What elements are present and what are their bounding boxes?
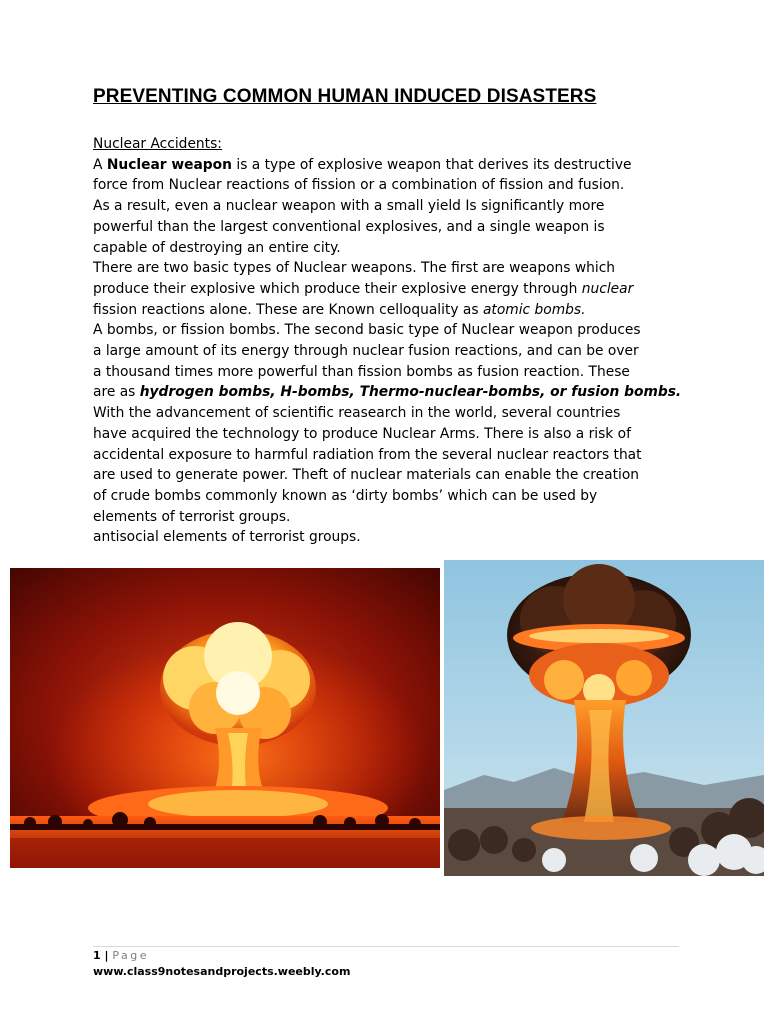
text-span: is a type of explosive weapon that derives its destructive (231, 156, 632, 173)
mushroom-cloud-photo (444, 560, 764, 876)
text-line (93, 279, 693, 300)
article-body (93, 134, 693, 548)
text-line: elements of terrorist groups. (93, 508, 291, 525)
text-span: A (93, 156, 107, 173)
text-line: powerful than the largest conventional explosives, and a single weapon is (93, 218, 605, 235)
text-span: produce their explosive which produce their explosive energy through (93, 280, 582, 297)
text-line: capable of destroying an entire city. (93, 239, 341, 256)
text-line: accidental exposure to harmful radiation from the several nuclear reactors that (93, 446, 642, 463)
text-line (93, 300, 693, 321)
text-line: have acquired the technology to produce Nuclear Arms. There is also a risk of (93, 425, 631, 442)
page-number-value: 1 (93, 949, 101, 962)
text-line (93, 155, 693, 176)
page-title: PREVENTING COMMON HUMAN INDUCED DISASTERS (93, 86, 597, 107)
text-line: antisocial elements of terrorist groups. (93, 529, 361, 546)
text-line: With the advancement of scientific reasearch in the world, several countries (93, 405, 621, 422)
page-number (93, 949, 149, 962)
bold-term: Nuclear weapon (106, 156, 232, 173)
paragraph-nuclear-weapon (93, 155, 693, 259)
page-word: Page (112, 949, 149, 962)
section-subheading: Nuclear Accidents: (93, 136, 222, 152)
footer-url: www.class9notesandprojects.weebly.com (93, 965, 351, 978)
text-line: As a result, even a nuclear weapon with a small yield Is significantly more (93, 198, 605, 215)
italic-term: atomic bombs. (482, 301, 586, 318)
text-line (93, 382, 693, 403)
bold-italic-term: hydrogen bombs, H-bombs, Thermo-nuclear-bombs, or fusion bombs. (139, 384, 682, 401)
italic-term: nuclear (581, 280, 634, 297)
text-line: are used to generate power. Theft of nuclear materials can enable the creation (93, 467, 640, 484)
text-span: fission reactions alone. These are Known celloquality as (93, 301, 483, 318)
paragraph-fusion-bombs (93, 320, 693, 403)
text-line: of crude bombs commonly known as ‘dirty bombs’ which can be used by (93, 487, 598, 504)
footer-divider (93, 946, 679, 947)
text-line: force from Nuclear reactions of fission or a combination of fission and fusion. (93, 177, 625, 194)
text-line: A bombs, or fission bombs. The second basic type of Nuclear weapon produces (93, 322, 641, 339)
text-line: There are two basic types of Nuclear weapons. The first are weapons which (93, 260, 616, 277)
paragraph-risks (93, 403, 693, 548)
text-span: are as (93, 384, 140, 401)
nuclear-explosion-fireball-photo (10, 568, 440, 868)
paragraph-weapon-types (93, 258, 693, 320)
text-line: a large amount of its energy through nuclear fusion reactions, and can be over (93, 343, 639, 360)
page-separator: | (100, 949, 113, 962)
text-line: a thousand times more powerful than fission bombs as fusion reaction. These (93, 363, 630, 380)
